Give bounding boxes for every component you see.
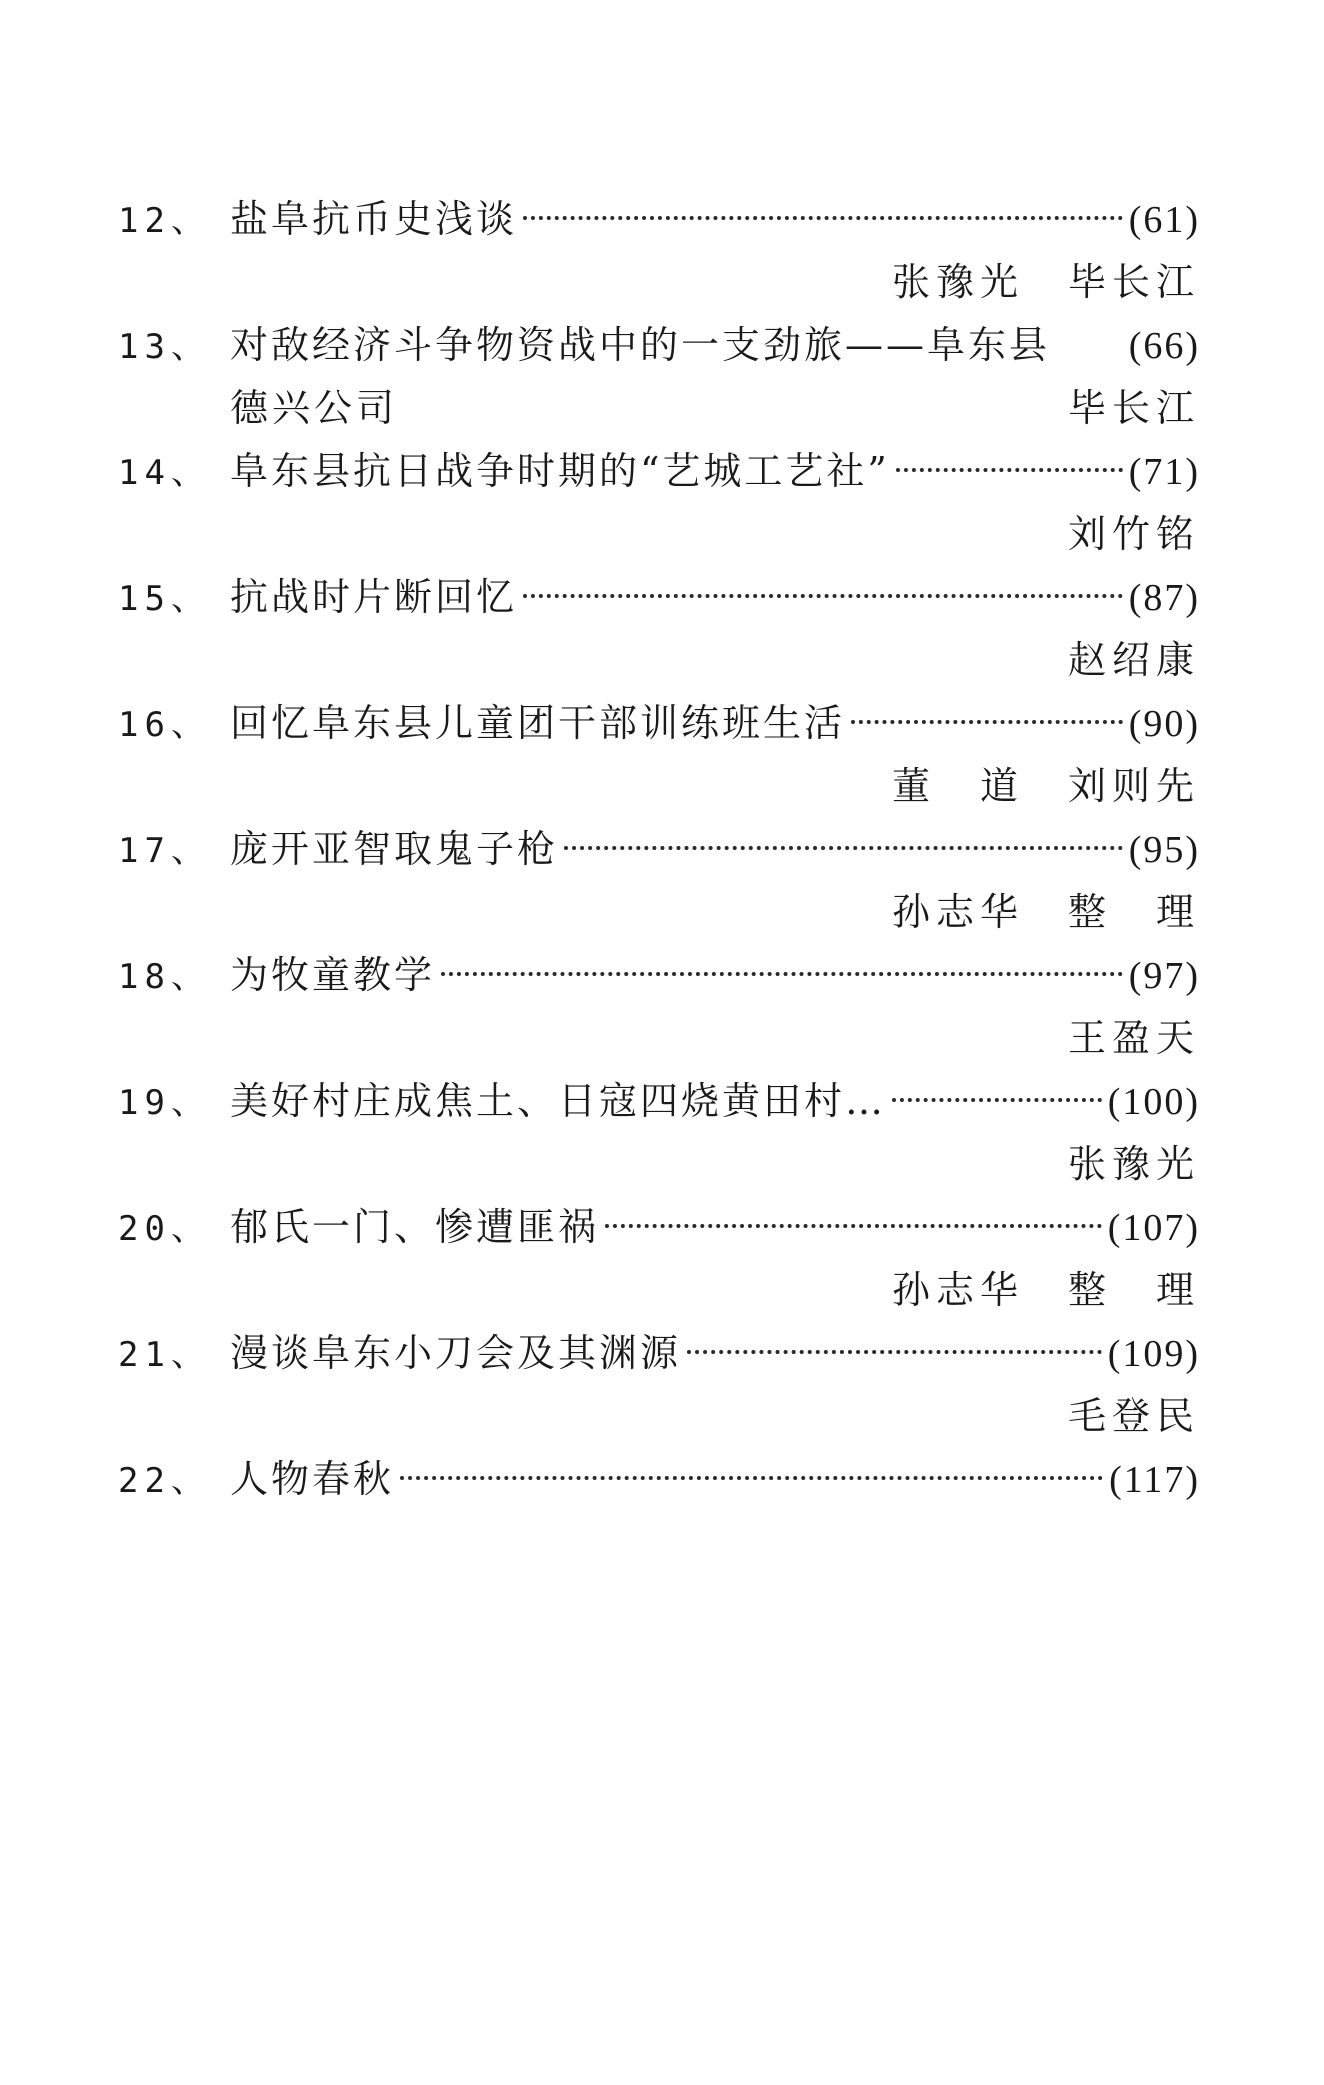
entry-page-number: (61) (1128, 199, 1200, 241)
toc-entry-18 (118, 944, 1200, 1007)
toc-entry-19 (118, 1070, 1200, 1133)
toc-author-line (118, 1133, 1200, 1196)
entry-title: 为牧童教学 (230, 953, 436, 997)
entry-page-number: (87) (1128, 577, 1200, 619)
dot-leader (564, 846, 1123, 850)
entry-page-number: (97) (1128, 955, 1200, 997)
entry-author: 赵绍康 (1067, 638, 1200, 682)
entry-title: 美好村庄成焦土、日寇四烧黄田村… (230, 1079, 887, 1123)
dot-leader (400, 1476, 1103, 1480)
toc-author-line (118, 251, 1200, 314)
entry-number: 14、 (118, 453, 211, 493)
entry-number: 17、 (118, 831, 211, 871)
entry-number: 19、 (118, 1083, 211, 1123)
entry-author: 孙志华 整 理 (891, 890, 1200, 934)
toc-author-line (118, 881, 1200, 944)
dot-leader (851, 720, 1123, 724)
entry-number: 13、 (118, 327, 211, 367)
entry-page-number: (109) (1107, 1333, 1200, 1375)
toc-entry-14 (118, 440, 1200, 503)
toc-entry-13 (118, 314, 1200, 377)
entry-author: 毛登民 (1067, 1394, 1200, 1438)
toc-author-line (118, 755, 1200, 818)
toc-entry-15 (118, 566, 1200, 629)
entry-title: 回忆阜东县儿童团干部训练班生活 (230, 701, 846, 745)
entry-page-number: (71) (1128, 451, 1200, 493)
entry-number: 16、 (118, 705, 211, 745)
dot-leader (441, 972, 1123, 976)
entry-title: 对敌经济斗争物资战中的一支劲旅——阜东县 (230, 323, 1051, 367)
entry-author: 张豫光 (1067, 1142, 1200, 1186)
dot-leader (605, 1224, 1102, 1228)
toc-author-line (118, 1259, 1200, 1322)
entry-title: 抗战时片断回忆 (230, 575, 518, 619)
dot-leader (523, 216, 1123, 220)
entry-author: 王盈天 (1067, 1016, 1200, 1060)
entry-author: 董 道 刘则先 (891, 764, 1200, 808)
toc-author-line (118, 503, 1200, 566)
toc-author-line (118, 629, 1200, 692)
toc-author-line (118, 1007, 1200, 1070)
toc-entry-16 (118, 692, 1200, 755)
dot-leader (687, 1350, 1102, 1354)
entry-title: 郁氏一门、惨遭匪祸 (230, 1205, 600, 1249)
entry-title: 庞开亚智取鬼子枪 (230, 827, 559, 871)
entry-author: 毕长江 (1067, 386, 1200, 430)
toc-entry-22 (118, 1448, 1200, 1511)
entry-subtitle: 德兴公司 (230, 386, 399, 430)
entry-page-number: (95) (1128, 829, 1200, 871)
entry-number: 12、 (118, 201, 211, 241)
toc-entry-20 (118, 1196, 1200, 1259)
toc-entry-17 (118, 818, 1200, 881)
entry-number: 15、 (118, 579, 211, 619)
entry-page-number: (100) (1107, 1081, 1200, 1123)
entry-page-number: (107) (1107, 1207, 1200, 1249)
entry-author: 张豫光 毕长江 (891, 260, 1200, 304)
dot-leader (1056, 342, 1123, 346)
toc-entry-21 (118, 1322, 1200, 1385)
entry-author: 刘竹铭 (1067, 512, 1200, 556)
entry-title: 阜东县抗日战争时期的“艺城工艺社” (230, 449, 890, 493)
toc-author-line (118, 377, 1200, 440)
entry-title: 漫谈阜东小刀会及其渊源 (230, 1331, 682, 1375)
dot-leader (896, 468, 1123, 472)
entry-number: 18、 (118, 957, 211, 997)
toc-list (118, 188, 1200, 1511)
entry-number: 22、 (118, 1461, 211, 1501)
entry-page-number: (90) (1128, 703, 1200, 745)
entry-title: 人物春秋 (230, 1457, 395, 1501)
dot-leader (892, 1098, 1102, 1102)
entry-author: 孙志华 整 理 (891, 1268, 1200, 1312)
toc-author-line (118, 1385, 1200, 1448)
entry-number: 21、 (118, 1335, 211, 1375)
toc-entry-12 (118, 188, 1200, 251)
entry-page-number: (66) (1128, 325, 1200, 367)
entry-number: 20、 (118, 1209, 211, 1249)
entry-page-number: (117) (1109, 1459, 1200, 1501)
entry-title: 盐阜抗币史浅谈 (230, 197, 518, 241)
dot-leader (523, 594, 1123, 598)
